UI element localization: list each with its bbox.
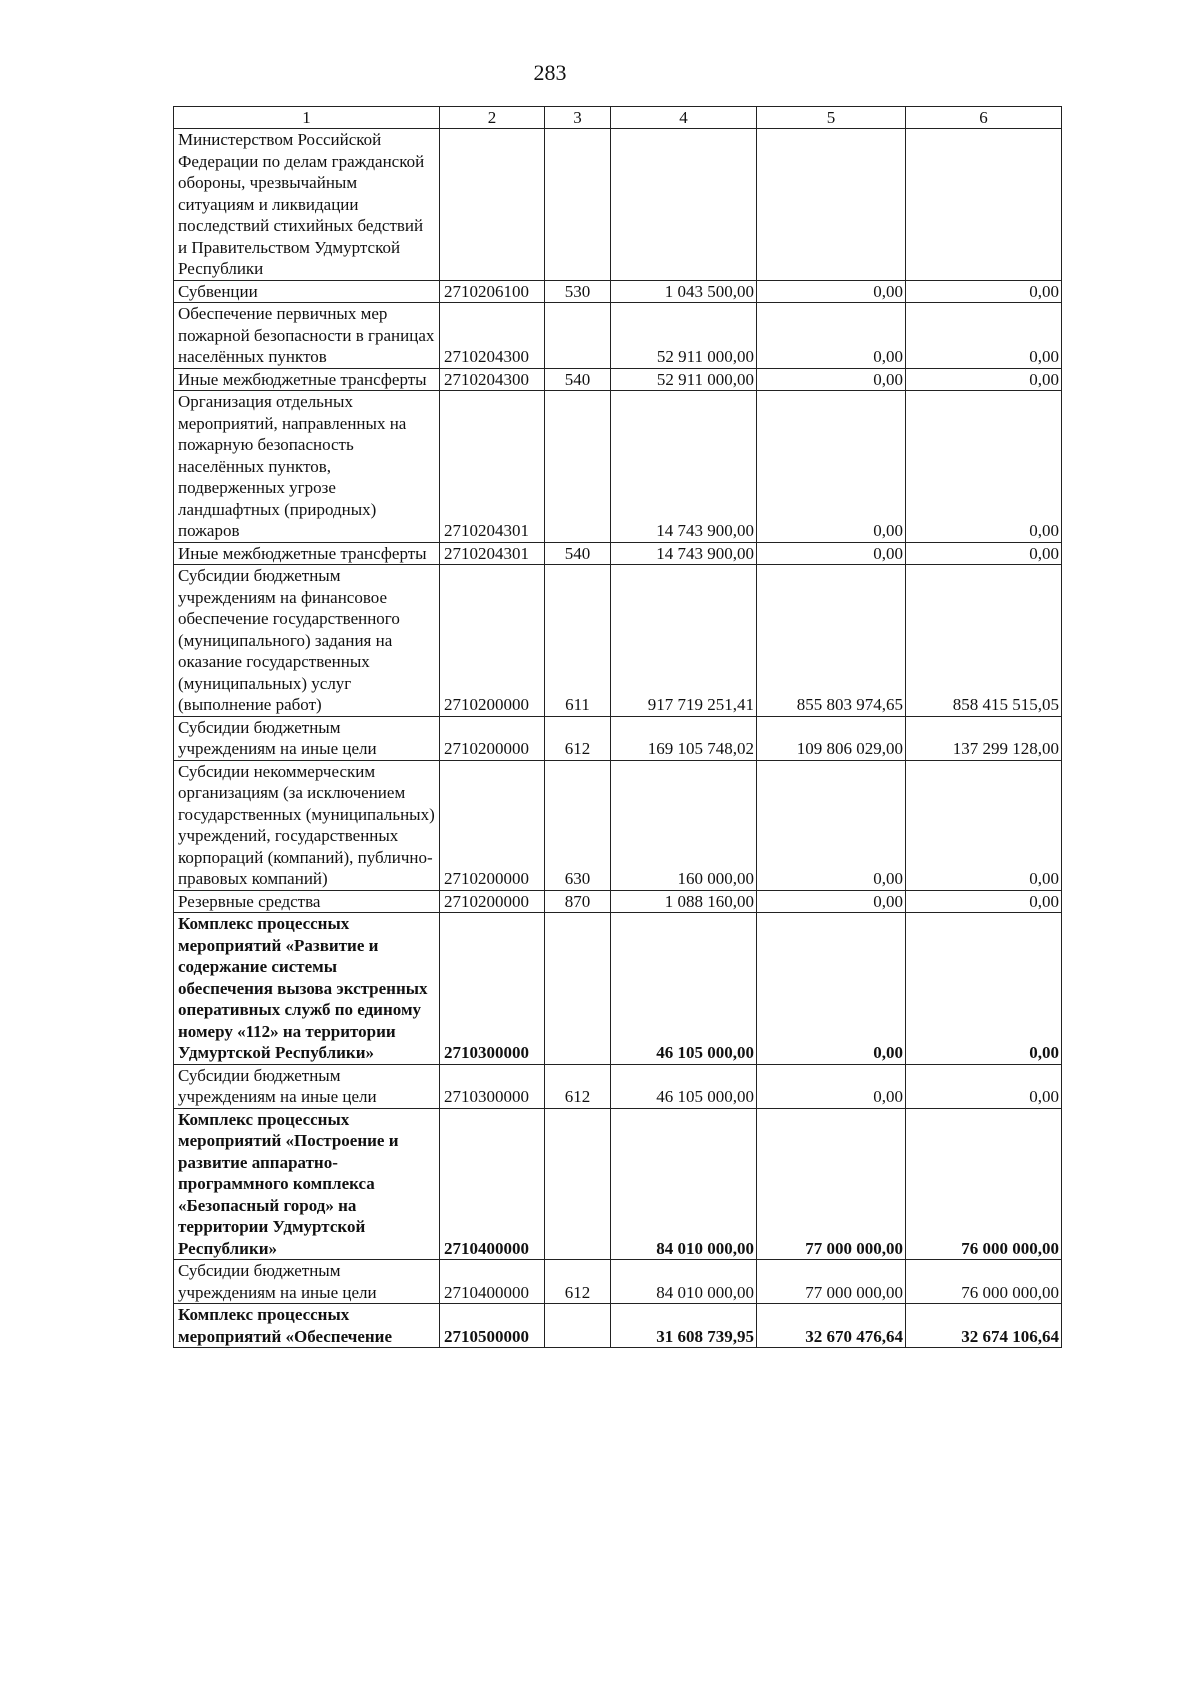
table-row [174,391,1062,543]
header-cell-6: 6 [906,107,1062,129]
row-code-cell: 2710300000 [440,1064,545,1108]
table-row [174,542,1062,565]
table-row [174,1304,1062,1348]
header-cell-2: 2 [440,107,545,129]
row-code-cell: 2710400000 [440,1260,545,1304]
row-expense-type-cell [545,1304,611,1348]
row-name-cell: Субсидии бюджетным учреждениям на иные цели [174,1064,440,1108]
row-amount-col6-cell: 0,00 [906,391,1062,543]
row-amount-col4-cell: 14 743 900,00 [611,391,757,543]
row-code-cell: 2710400000 [440,1108,545,1260]
row-amount-col4-cell [611,129,757,281]
row-amount-col5-cell: 0,00 [757,913,906,1065]
table-row [174,913,1062,1065]
row-name-cell: Субсидии некоммерческим организациям (за исключением государственных (муниципальных) учреждений, государственных корпораций (компаний), публично-правовых компаний) [174,760,440,890]
row-amount-col4-cell: 160 000,00 [611,760,757,890]
row-name-cell: Субвенции [174,280,440,303]
row-name-cell: Субсидии бюджетным учреждениям на иные цели [174,1260,440,1304]
row-expense-type-cell [545,129,611,281]
row-amount-col6-cell: 0,00 [906,890,1062,913]
row-expense-type-cell: 540 [545,368,611,391]
row-amount-col5-cell: 109 806 029,00 [757,716,906,760]
row-amount-col4-cell: 1 088 160,00 [611,890,757,913]
row-amount-col5-cell: 0,00 [757,280,906,303]
row-amount-col5-cell: 0,00 [757,760,906,890]
table-row [174,1108,1062,1260]
row-name-cell: Иные межбюджетные трансферты [174,542,440,565]
row-amount-col5-cell: 77 000 000,00 [757,1108,906,1260]
row-name-cell: Резервные средства [174,890,440,913]
row-code-cell: 2710200000 [440,890,545,913]
header-cell-4: 4 [611,107,757,129]
row-name-cell: Организация отдельных мероприятий, направленных на пожарную безопасность населённых пунктов, подверженных угрозе ландшафтных (природных) пожаров [174,391,440,543]
table-row [174,303,1062,369]
row-code-cell: 2710200000 [440,716,545,760]
row-expense-type-cell: 612 [545,716,611,760]
row-amount-col6-cell: 0,00 [906,1064,1062,1108]
row-amount-col5-cell: 0,00 [757,542,906,565]
row-name-cell: Комплекс процессных мероприятий «Построение и развитие аппаратно-программного комплекса «Безопасный город» на территории Удмуртской Республики» [174,1108,440,1260]
row-amount-col4-cell: 84 010 000,00 [611,1108,757,1260]
row-expense-type-cell: 630 [545,760,611,890]
row-expense-type-cell [545,391,611,543]
table-row [174,1064,1062,1108]
row-amount-col5-cell [757,129,906,281]
row-expense-type-cell [545,1108,611,1260]
row-code-cell: 2710204301 [440,391,545,543]
row-amount-col6-cell: 0,00 [906,913,1062,1065]
row-expense-type-cell: 612 [545,1064,611,1108]
row-name-cell: Министерством Российской Федерации по делам гражданской обороны, чрезвычайным ситуациям и ликвидации последствий стихийных бедствий и Правительством Удмуртской Республики [174,129,440,281]
row-name-cell: Комплекс процессных мероприятий «Обеспечение [174,1304,440,1348]
row-code-cell: 2710204300 [440,303,545,369]
row-code-cell: 2710204301 [440,542,545,565]
table-row [174,890,1062,913]
budget-table [173,106,1062,1348]
row-amount-col5-cell: 32 670 476,64 [757,1304,906,1348]
header-row [174,107,1062,129]
row-code-cell: 2710204300 [440,368,545,391]
row-name-cell: Обеспечение первичных мер пожарной безопасности в границах населённых пунктов [174,303,440,369]
row-amount-col6-cell [906,129,1062,281]
header-cell-5: 5 [757,107,906,129]
row-code-cell: 2710206100 [440,280,545,303]
table-row [174,716,1062,760]
row-code-cell: 2710200000 [440,760,545,890]
row-amount-col6-cell: 137 299 128,00 [906,716,1062,760]
row-amount-col6-cell: 32 674 106,64 [906,1304,1062,1348]
row-amount-col6-cell: 0,00 [906,542,1062,565]
row-expense-type-cell: 870 [545,890,611,913]
header-cell-1: 1 [174,107,440,129]
row-amount-col5-cell: 0,00 [757,1064,906,1108]
table-row [174,368,1062,391]
row-code-cell: 2710200000 [440,565,545,717]
row-expense-type-cell: 540 [545,542,611,565]
row-amount-col4-cell: 52 911 000,00 [611,368,757,391]
header-cell-3: 3 [545,107,611,129]
row-amount-col4-cell: 46 105 000,00 [611,913,757,1065]
page-number: 283 [533,60,567,85]
row-amount-col6-cell: 0,00 [906,760,1062,890]
table-body [174,129,1062,1348]
row-expense-type-cell: 530 [545,280,611,303]
row-amount-col5-cell: 0,00 [757,303,906,369]
row-code-cell [440,129,545,281]
row-expense-type-cell: 611 [545,565,611,717]
row-expense-type-cell: 612 [545,1260,611,1304]
row-amount-col4-cell: 917 719 251,41 [611,565,757,717]
row-expense-type-cell [545,303,611,369]
row-amount-col5-cell: 0,00 [757,368,906,391]
table-row [174,129,1062,281]
row-code-cell: 2710500000 [440,1304,545,1348]
row-amount-col6-cell: 76 000 000,00 [906,1108,1062,1260]
table-row [174,565,1062,717]
row-amount-col5-cell: 855 803 974,65 [757,565,906,717]
table-row [174,760,1062,890]
row-name-cell: Иные межбюджетные трансферты [174,368,440,391]
row-name-cell: Субсидии бюджетным учреждениям на иные цели [174,716,440,760]
row-amount-col6-cell: 0,00 [906,280,1062,303]
table-row [174,1260,1062,1304]
table-row [174,280,1062,303]
row-amount-col4-cell: 46 105 000,00 [611,1064,757,1108]
row-amount-col4-cell: 31 608 739,95 [611,1304,757,1348]
row-amount-col4-cell: 52 911 000,00 [611,303,757,369]
row-name-cell: Комплекс процессных мероприятий «Развитие и содержание системы обеспечения вызова экстренных оперативных служб по единому номеру «112» на территории Удмуртской Республики» [174,913,440,1065]
row-expense-type-cell [545,913,611,1065]
row-amount-col4-cell: 14 743 900,00 [611,542,757,565]
row-amount-col5-cell: 0,00 [757,890,906,913]
row-amount-col5-cell: 0,00 [757,391,906,543]
row-amount-col4-cell: 169 105 748,02 [611,716,757,760]
row-name-cell: Субсидии бюджетным учреждениям на финансовое обеспечение государственного (муниципального) задания на оказание государственных (муниципальных) услуг (выполнение работ) [174,565,440,717]
row-amount-col6-cell: 76 000 000,00 [906,1260,1062,1304]
row-amount-col5-cell: 77 000 000,00 [757,1260,906,1304]
row-amount-col4-cell: 84 010 000,00 [611,1260,757,1304]
row-amount-col6-cell: 0,00 [906,368,1062,391]
row-code-cell: 2710300000 [440,913,545,1065]
row-amount-col6-cell: 0,00 [906,303,1062,369]
row-amount-col4-cell: 1 043 500,00 [611,280,757,303]
row-amount-col6-cell: 858 415 515,05 [906,565,1062,717]
